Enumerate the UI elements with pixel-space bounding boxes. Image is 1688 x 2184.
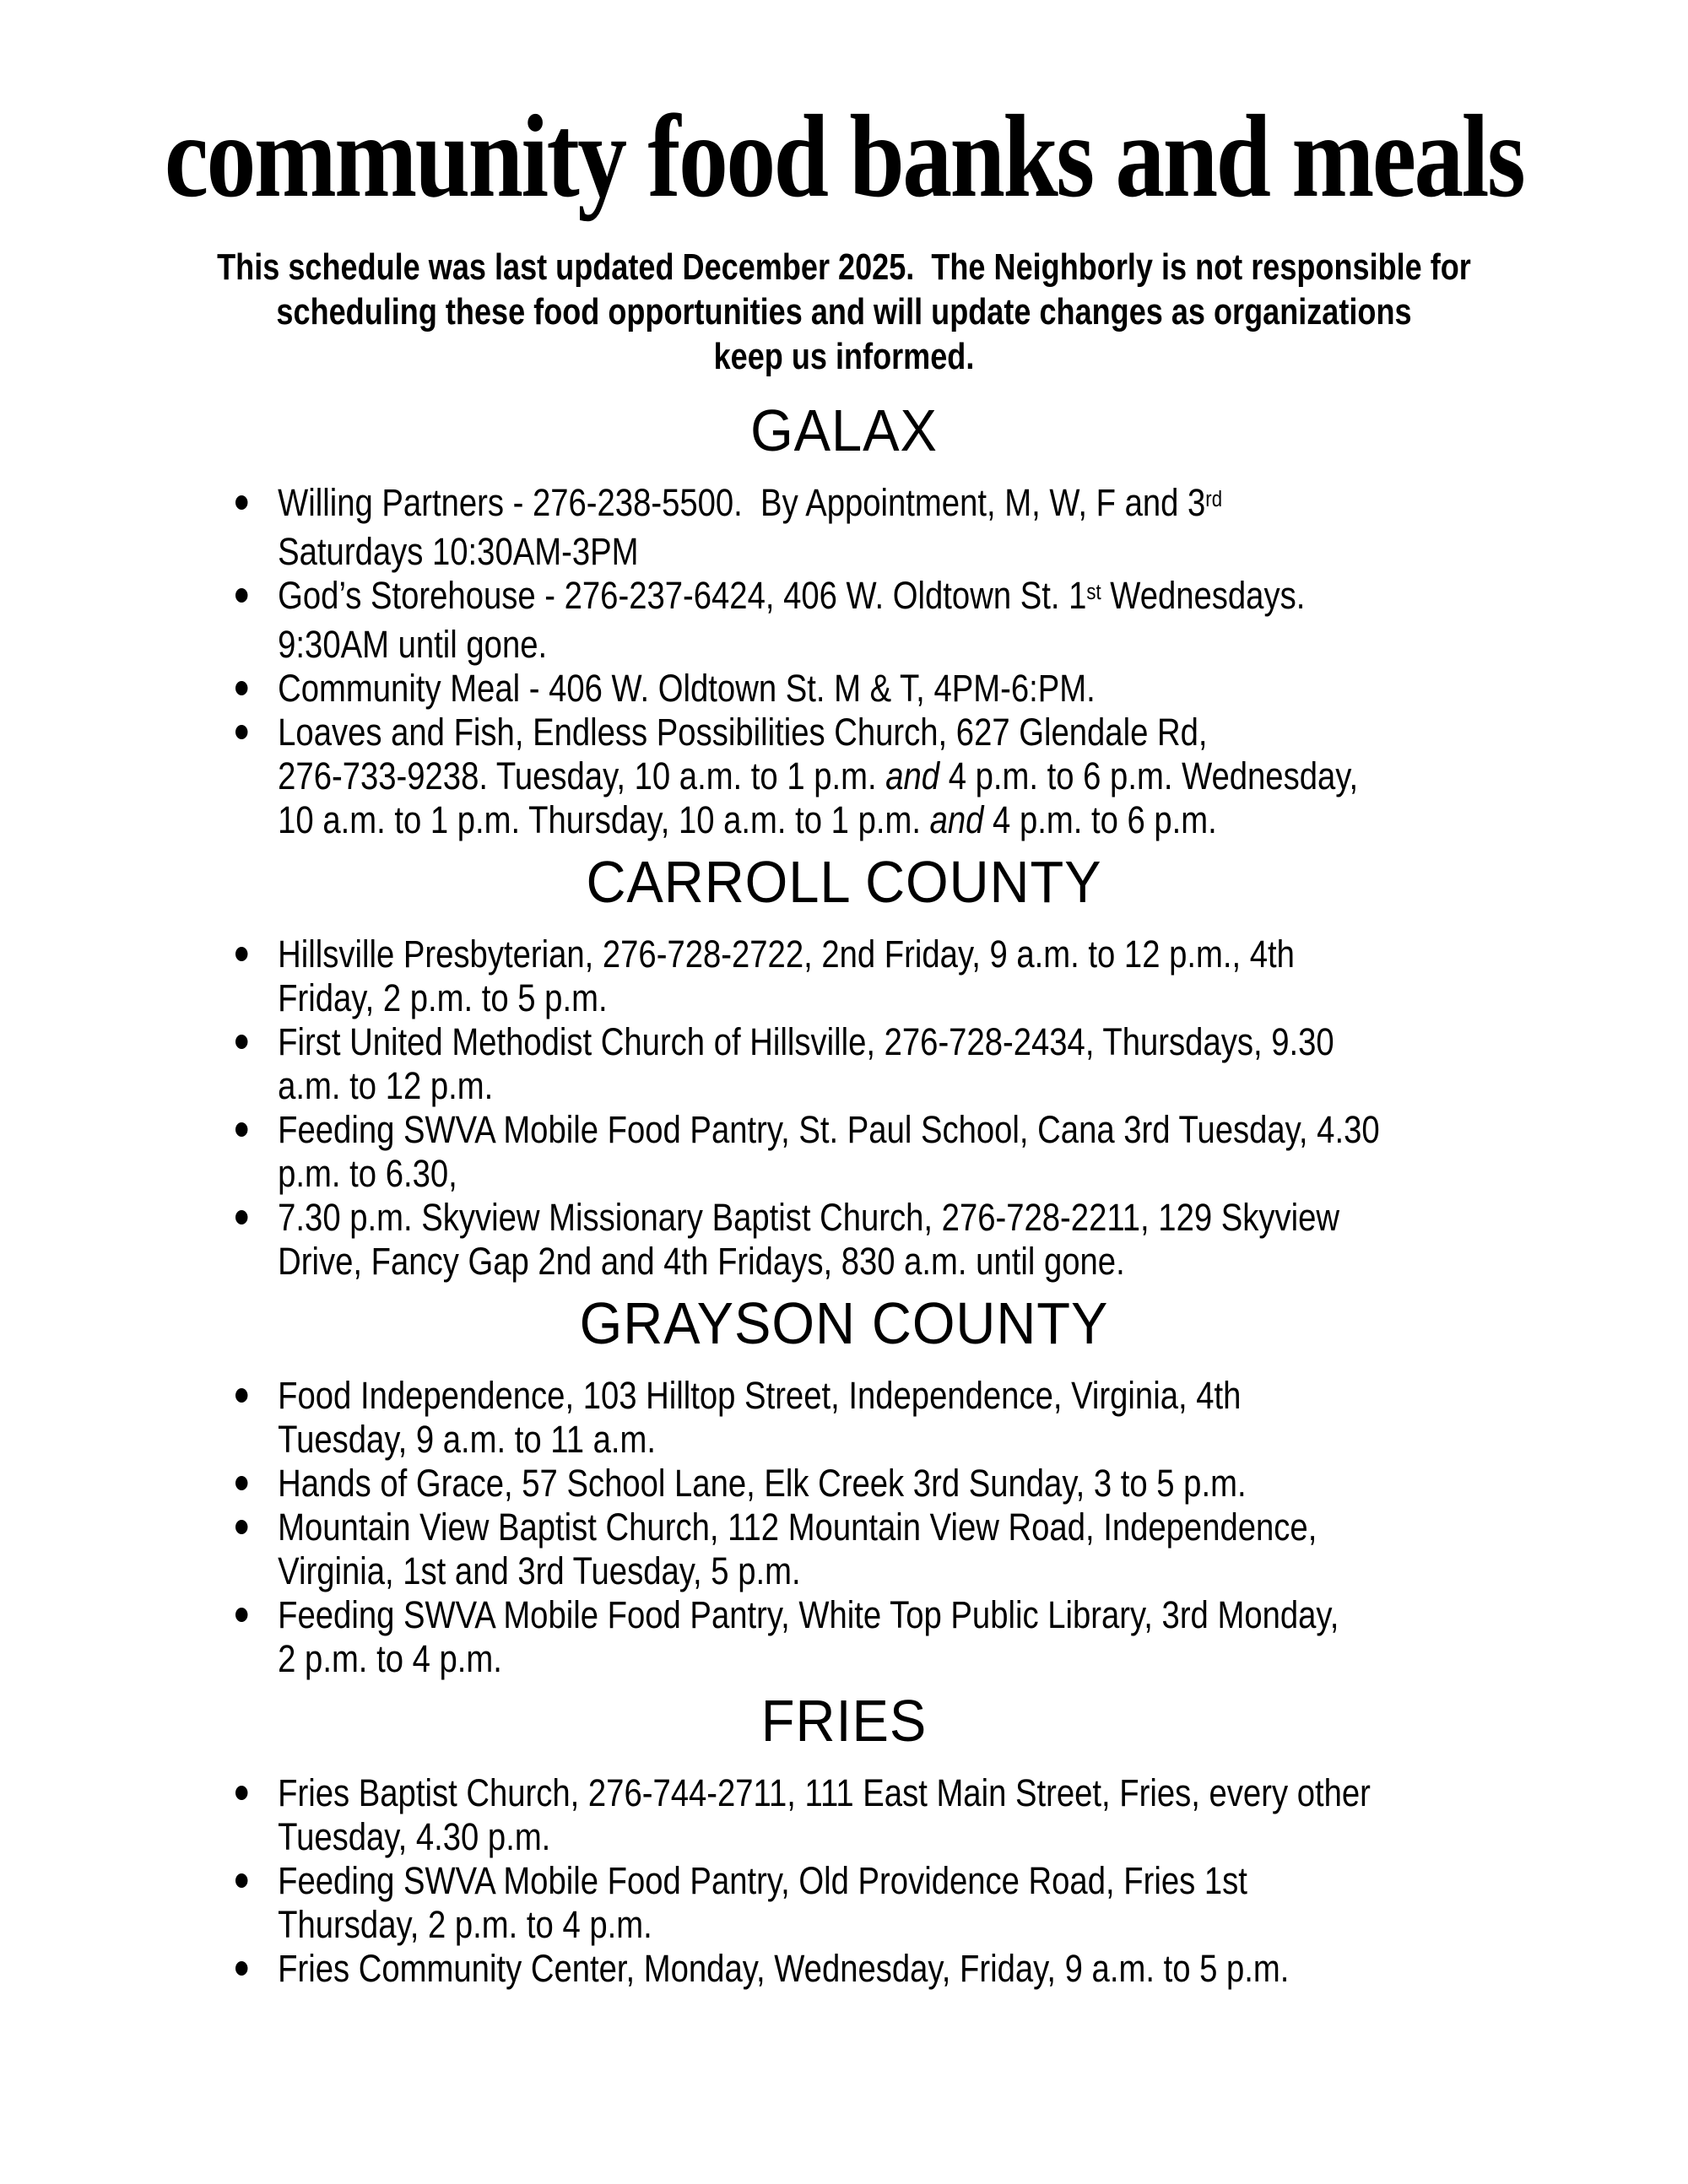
item-line: p.m. to 6.30, [278, 1152, 457, 1195]
item-line: Hillsville Presbyterian, 276-728-2722, 2nd Friday, 9 a.m. to 12 p.m., 4th [278, 933, 1295, 976]
item-line: Feeding SWVA Mobile Food Pantry, Old Providence Road, Fries 1st [278, 1859, 1247, 1902]
food-bank-list [235, 1374, 1470, 1681]
item-line: Tuesday, 4.30 p.m. [278, 1815, 551, 1858]
item-line: Friday, 2 p.m. to 5 p.m. [278, 976, 608, 1019]
item-line: Willing Partners - 276-238-5500. By Appointment, M, W, F and 3rd [278, 481, 1223, 524]
item-line: Hands of Grace, 57 School Lane, Elk Creek 3rd Sunday, 3 to 5 p.m. [278, 1462, 1247, 1505]
item-line: 2 p.m. to 4 p.m. [278, 1637, 502, 1680]
item-line: Feeding SWVA Mobile Food Pantry, St. Paul School, Cana 3rd Tuesday, 4.30 [278, 1108, 1380, 1151]
item-line: a.m. to 12 p.m. [278, 1064, 494, 1107]
bullet-icon [235, 1388, 247, 1403]
update-notice-line: scheduling these food opportunities and will update changes as organizations [276, 291, 1412, 332]
ordinal-suffix: rd [1205, 486, 1223, 512]
item-line: Food Independence, 103 Hilltop Street, Independence, Virginia, 4th [278, 1374, 1242, 1417]
item-line: Loaves and Fish, Endless Possibilities Church, 627 Glendale Rd, [278, 711, 1208, 754]
item-line: Tuesday, 9 a.m. to 11 a.m. [278, 1418, 657, 1461]
bullet-icon [235, 1210, 247, 1224]
bullet-icon [235, 1122, 247, 1137]
item-line: Drive, Fancy Gap 2nd and 4th Fridays, 830 a.m. until gone. [278, 1240, 1125, 1283]
ordinal-suffix: st [1086, 579, 1101, 605]
bullet-icon [235, 725, 247, 739]
item-line: God’s Storehouse - 276-237-6424, 406 W. Oldtown St. 1st Wednesdays. [278, 574, 1306, 617]
list-item [235, 1593, 1470, 1681]
item-line: Mountain View Baptist Church, 112 Mountain View Road, Independence, [278, 1506, 1317, 1549]
list-item [235, 1196, 1470, 1284]
item-line: Fries Community Center, Monday, Wednesday, Friday, 9 a.m. to 5 p.m. [278, 1947, 1290, 1990]
list-item [235, 1108, 1470, 1196]
item-line: Fries Baptist Church, 276-744-2711, 111 East Main Street, Fries, every other [278, 1771, 1371, 1814]
list-item [235, 1947, 1470, 1991]
section-carroll-county [0, 849, 1688, 1284]
list-item [235, 711, 1470, 842]
bullet-icon [235, 588, 247, 603]
item-line: Thursday, 2 p.m. to 4 p.m. [278, 1903, 652, 1946]
list-item [235, 1771, 1470, 1859]
section-heading-grayson-county: GRAYSON COUNTY [579, 1290, 1109, 1356]
list-item [235, 1020, 1470, 1108]
food-bank-list [235, 933, 1470, 1284]
bullet-icon [235, 947, 247, 961]
list-item [235, 481, 1470, 574]
item-line: 7.30 p.m. Skyview Missionary Baptist Church, 276-728-2211, 129 Skyview [278, 1196, 1340, 1239]
section-heading-galax: GALAX [750, 397, 938, 463]
section-heading-fries: FRIES [760, 1688, 928, 1754]
item-line: 276-733-9238. Tuesday, 10 a.m. to 1 p.m. and 4 p.m. to 6 p.m. Wednesday, [278, 754, 1359, 797]
section-grayson-county [0, 1290, 1688, 1681]
update-notice-line: keep us informed. [713, 336, 975, 377]
bullet-icon [235, 1476, 247, 1490]
item-line: Community Meal - 406 W. Oldtown St. M & T, 4PM-6:PM. [278, 667, 1096, 710]
update-notice-line: This schedule was last updated December 2025. The Neighborly is not responsible for [217, 246, 1471, 288]
sections-container [0, 397, 1688, 1991]
bullet-icon [235, 1608, 247, 1622]
item-line: First United Methodist Church of Hillsville, 276-728-2434, Thursdays, 9.30 [278, 1020, 1334, 1063]
item-line: 10 a.m. to 1 p.m. Thursday, 10 a.m. to 1 p.m. and 4 p.m. to 6 p.m. [278, 798, 1217, 841]
list-item [235, 1506, 1470, 1593]
section-heading-carroll-county: CARROLL COUNTY [586, 849, 1102, 915]
page-title: community food banks and meals [164, 91, 1524, 222]
bullet-icon [235, 1035, 247, 1049]
food-bank-list [235, 481, 1470, 842]
item-line: 9:30AM until gone. [278, 623, 548, 666]
bullet-icon [235, 681, 247, 695]
food-bank-list [235, 1771, 1470, 1991]
bullet-icon [235, 1786, 247, 1800]
section-galax [0, 397, 1688, 842]
list-item [235, 1374, 1470, 1462]
list-item [235, 667, 1470, 711]
section-fries [0, 1688, 1688, 1991]
update-notice [152, 245, 1536, 379]
bullet-icon [235, 1873, 247, 1888]
list-item [235, 574, 1470, 667]
item-line: Feeding SWVA Mobile Food Pantry, White Top Public Library, 3rd Monday, [278, 1593, 1339, 1636]
list-item [235, 1462, 1470, 1506]
bullet-icon [235, 1520, 247, 1534]
bullet-icon [235, 1961, 247, 1976]
list-item [235, 933, 1470, 1020]
list-item [235, 1859, 1470, 1947]
bullet-icon [235, 495, 247, 510]
item-line: Virginia, 1st and 3rd Tuesday, 5 p.m. [278, 1549, 801, 1592]
item-line: Saturdays 10:30AM-3PM [278, 530, 639, 573]
